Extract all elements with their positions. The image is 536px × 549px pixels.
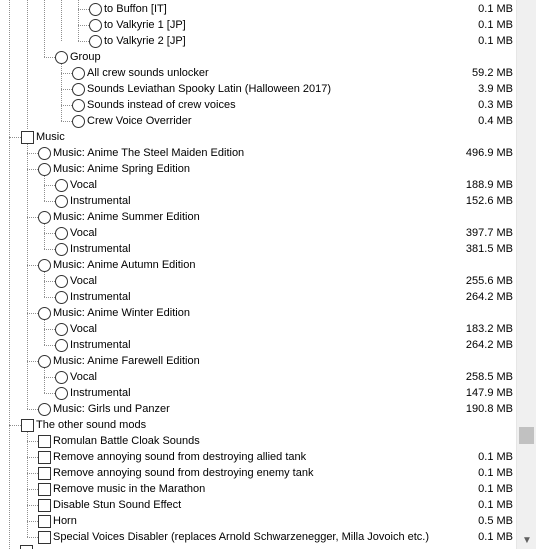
tree-item-label: Vocal [70, 371, 97, 383]
tree-item-radio-row[interactable] [0, 401, 516, 417]
tree-item-radio-row[interactable] [0, 209, 516, 225]
radio-button[interactable] [55, 371, 68, 384]
download-size: 59.2 MB [472, 67, 513, 79]
download-size: 0.1 MB [478, 499, 513, 511]
tree-item-radio-row[interactable] [0, 305, 516, 321]
tree-item-label: Group [70, 51, 101, 63]
checkbox[interactable] [38, 467, 51, 480]
tree-item-label: Music: Girls und Panzer [53, 403, 170, 415]
radio-button[interactable] [55, 275, 68, 288]
download-size: 0.3 MB [478, 99, 513, 111]
download-size: 188.9 MB [465, 179, 513, 191]
tree-item-label: to Buffon [IT] [104, 3, 167, 15]
download-size: 3.9 MB [478, 83, 513, 95]
tree-item-label: Remove music in the Marathon [53, 483, 206, 495]
tree-item-label: Remove annoying sound from destroying enemy tank [53, 467, 314, 479]
tree-item-label: Vocal [70, 275, 97, 287]
tree-item-radio-row[interactable] [0, 81, 516, 97]
chevron-down-icon[interactable]: ▼ [522, 535, 532, 546]
download-size: 381.5 MB [465, 243, 513, 255]
vertical-scrollbar[interactable] [516, 0, 536, 549]
download-size: 147.9 MB [465, 387, 513, 399]
checkbox[interactable] [21, 131, 34, 144]
download-size: 183.2 MB [465, 323, 513, 335]
download-size: 258.5 MB [465, 371, 513, 383]
tree-item-radio-row[interactable] [0, 177, 516, 193]
download-size: 0.5 MB [478, 515, 513, 527]
radio-button[interactable] [38, 355, 51, 368]
checkbox[interactable] [38, 515, 51, 528]
radio-button[interactable] [72, 67, 85, 80]
tree-item-radio-row[interactable] [0, 161, 516, 177]
radio-button[interactable] [55, 179, 68, 192]
radio-button[interactable] [38, 307, 51, 320]
radio-button[interactable] [55, 323, 68, 336]
tree-item-radio-row[interactable] [0, 49, 516, 65]
tree-item-label: Music: Anime Farewell Edition [53, 355, 200, 367]
tree-item-label: Music: Anime Spring Edition [53, 163, 190, 175]
download-size: 0.1 MB [478, 451, 513, 463]
tree-item-radio-row[interactable] [0, 113, 516, 129]
tree-item-radio-row[interactable] [0, 193, 516, 209]
download-size: 190.8 MB [465, 403, 513, 415]
tree-item-radio-row[interactable] [0, 145, 516, 161]
download-size: 0.1 MB [478, 3, 513, 15]
tree-item-checkbox-row[interactable] [0, 513, 516, 529]
radio-button[interactable] [38, 403, 51, 416]
tree-item-radio-row[interactable] [0, 241, 516, 257]
radio-button[interactable] [38, 147, 51, 160]
radio-button[interactable] [38, 163, 51, 176]
checkbox[interactable] [38, 499, 51, 512]
tree-item-label: Disable Stun Sound Effect [53, 499, 182, 511]
download-size: 264.2 MB [465, 291, 513, 303]
tree-item-label: Horn [53, 515, 77, 527]
tree-item-label: All crew sounds unlocker [87, 67, 209, 79]
tree-item-checkbox-row[interactable] [0, 433, 516, 449]
tree-item-radio-row[interactable] [0, 385, 516, 401]
tree-item-label: Special Voices Disabler (replaces Arnold Schwarzenegger, Milla Jovoich etc.) [53, 531, 430, 543]
tree-item-checkbox-row[interactable] [0, 529, 516, 545]
tree-item-radio-row[interactable] [0, 257, 516, 273]
tree-item-radio-row[interactable] [0, 65, 516, 81]
tree-item-checkbox-row[interactable] [0, 417, 516, 433]
tree-item-label: Crew Voice Overrider [87, 115, 192, 127]
tree-item-label: Instrumental [70, 243, 131, 255]
tree-item-label: Vocal [70, 227, 97, 239]
download-size: 0.1 MB [478, 19, 513, 31]
download-size: 0.1 MB [478, 483, 513, 495]
scrollbar-thumb[interactable] [519, 427, 534, 444]
tree-item-checkbox-row[interactable] [0, 129, 516, 145]
tree-item-checkbox-row[interactable] [0, 465, 516, 481]
radio-button[interactable] [72, 83, 85, 96]
tree-item-checkbox-row[interactable] [0, 481, 516, 497]
tree-item-checkbox-row[interactable] [0, 449, 516, 465]
download-size: 0.4 MB [478, 115, 513, 127]
tree-item-label: Instrumental [70, 291, 131, 303]
radio-button[interactable] [55, 51, 68, 64]
checkbox[interactable] [38, 451, 51, 464]
checkbox[interactable] [21, 419, 34, 432]
tree-item-label: Instrumental [70, 387, 131, 399]
tree-item-label: Music: Anime Autumn Edition [53, 259, 196, 271]
tree-item-label: to Valkyrie 1 [JP] [104, 19, 186, 31]
tree-item-radio-row[interactable] [0, 321, 516, 337]
checkbox[interactable] [38, 483, 51, 496]
download-size: 496.9 MB [465, 147, 513, 159]
download-size: 255.6 MB [465, 275, 513, 287]
radio-button[interactable] [55, 243, 68, 256]
tree-item-radio-row[interactable] [0, 369, 516, 385]
checkbox[interactable] [38, 531, 51, 544]
download-size: 0.1 MB [478, 35, 513, 47]
download-size: 264.2 MB [465, 339, 513, 351]
tree-item-radio-row[interactable] [0, 225, 516, 241]
download-size: 397.7 MB [465, 227, 513, 239]
download-size: 152.6 MB [465, 195, 513, 207]
tree-item-label: Music [36, 131, 65, 143]
tree-item-label: The other sound mods [36, 419, 147, 431]
radio-button[interactable] [72, 99, 85, 112]
radio-button[interactable] [72, 115, 85, 128]
tree-item-label: Remove annoying sound from destroying allied tank [53, 451, 307, 463]
tree-item-label: to Valkyrie 2 [JP] [104, 35, 186, 47]
tree-item-label: Music: Anime The Steel Maiden Edition [53, 147, 245, 159]
download-size: 0.1 MB [478, 467, 513, 479]
radio-button[interactable] [89, 35, 102, 48]
tree-item-label: Music: Anime Winter Edition [53, 307, 190, 319]
tree-item-radio-row[interactable] [0, 353, 516, 369]
tree-item-label: Instrumental [70, 195, 131, 207]
tree-item-radio-row[interactable] [0, 33, 516, 49]
tree-item-label: Romulan Battle Cloak Sounds [53, 435, 200, 447]
download-size: 0.1 MB [478, 531, 513, 543]
radio-button[interactable] [89, 3, 102, 16]
tree-item-radio-row[interactable] [0, 273, 516, 289]
checkbox[interactable] [20, 545, 33, 549]
radio-button[interactable] [55, 195, 68, 208]
checkbox[interactable] [38, 435, 51, 448]
tree-item-checkbox-row[interactable] [0, 497, 516, 513]
tree-item-label: Music: Anime Summer Edition [53, 211, 200, 223]
tree-item-label: Instrumental [70, 339, 131, 351]
radio-button[interactable] [89, 19, 102, 32]
tree-item-radio-row[interactable] [0, 337, 516, 353]
radio-button[interactable] [55, 387, 68, 400]
tree-item-label: Sounds instead of crew voices [87, 99, 236, 111]
tree-item-radio-row[interactable] [0, 97, 516, 113]
radio-button[interactable] [55, 227, 68, 240]
radio-button[interactable] [38, 259, 51, 272]
radio-button[interactable] [55, 339, 68, 352]
radio-button[interactable] [55, 291, 68, 304]
tree-item-label: Vocal [70, 179, 97, 191]
tree-item-label: Sounds Leviathan Spooky Latin (Halloween 2017) [87, 83, 331, 95]
tree-item-label: Vocal [70, 323, 97, 335]
tree-item-radio-row[interactable] [0, 289, 516, 305]
radio-button[interactable] [38, 211, 51, 224]
